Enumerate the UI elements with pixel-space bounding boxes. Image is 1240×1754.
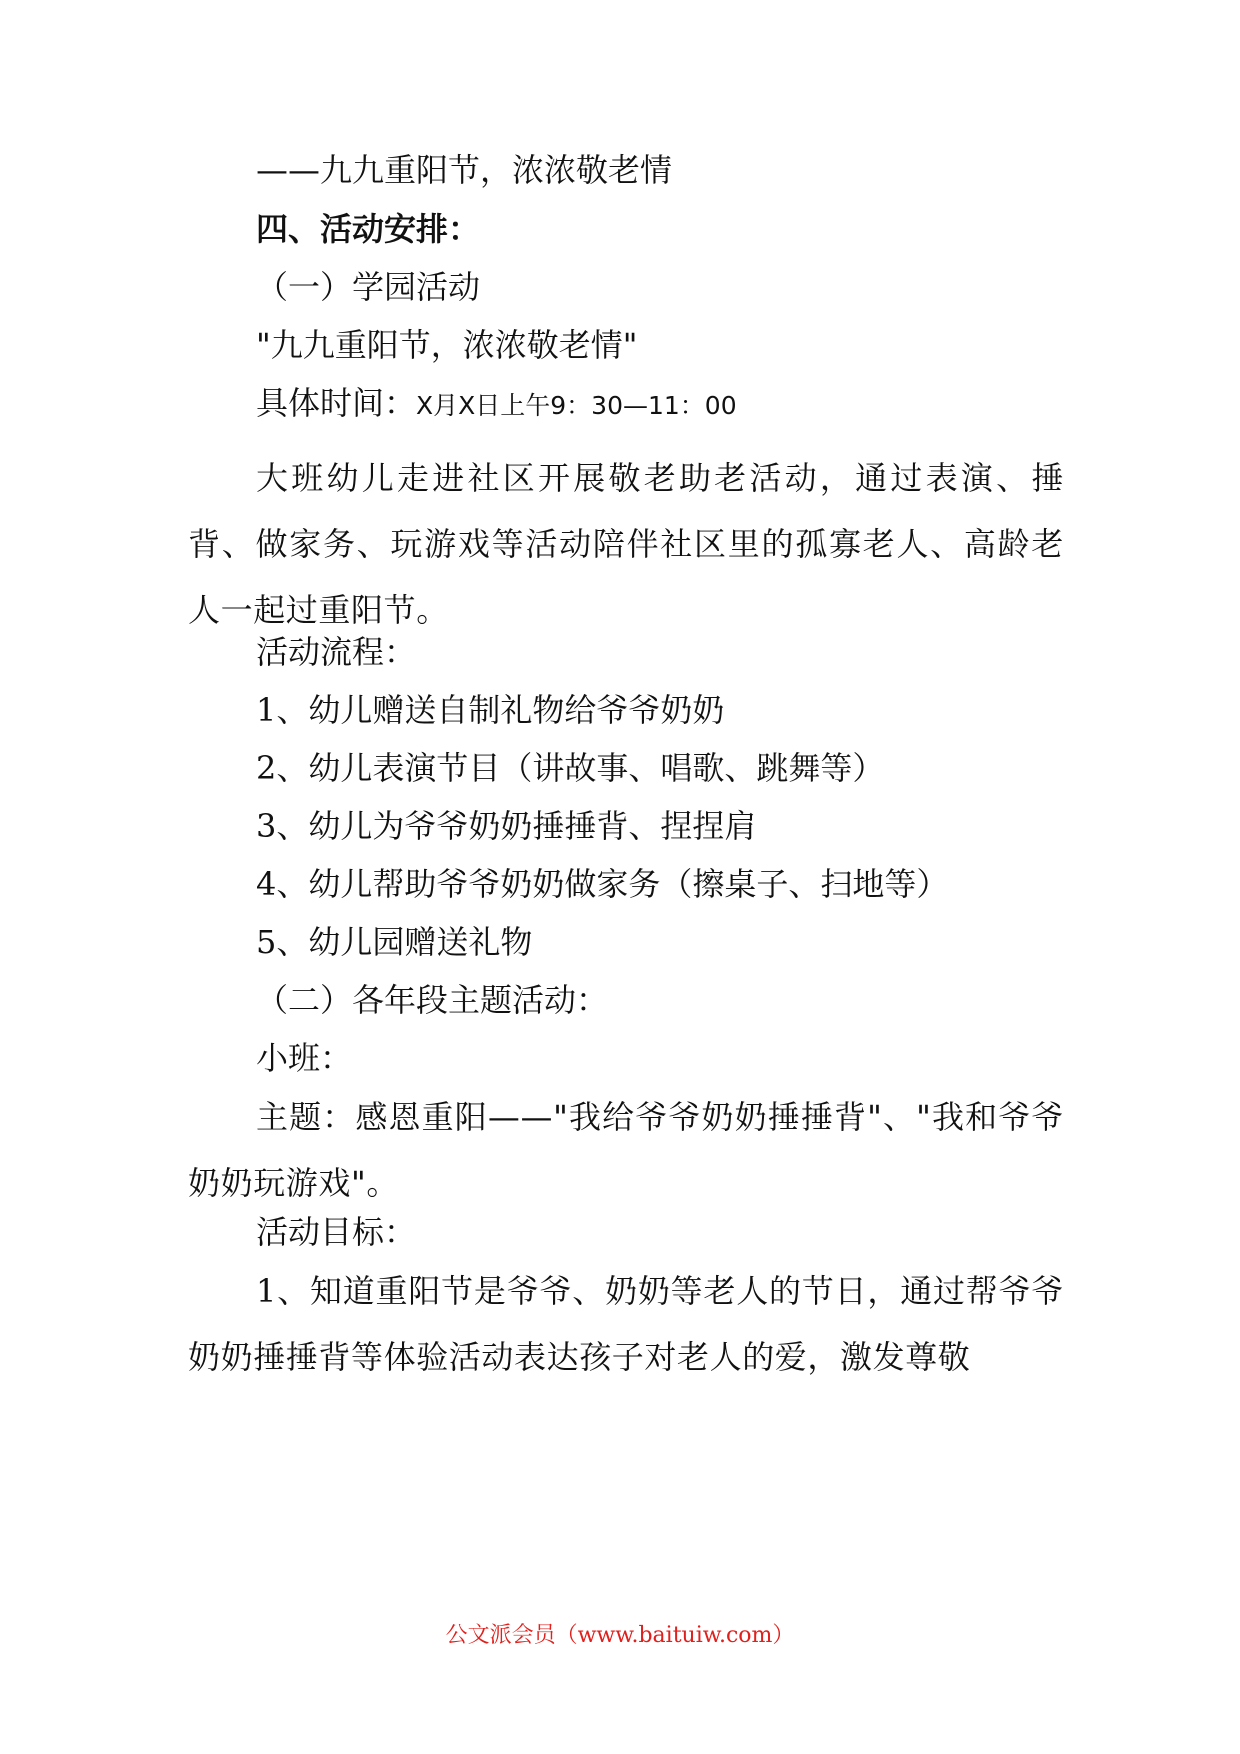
section-heading-arrangement: 四、活动安排： [256, 210, 481, 248]
flow-item [256, 690, 724, 730]
subsection-heading-grade-themes: （二）各年段主题活动： [256, 981, 609, 1019]
flow-label: 活动流程： [256, 633, 417, 671]
time-label: 具体时间： [256, 384, 417, 422]
goal-item-number: 1 [256, 1272, 277, 1310]
flow-item-text: 、幼儿为爷爷奶奶捶捶背、捏捏肩 [276, 807, 757, 845]
activity-description-paragraph: 大班幼儿走进社区开展敬老助老活动，通过表演、捶背、做家务、玩游戏等活动陪伴社区里的孤寡老人、高龄老人一起过重阳节。 [188, 459, 1064, 629]
flow-item [256, 864, 948, 904]
subtitle-line: ——九九重阳节，浓浓敬老情 [256, 151, 673, 189]
subsection-heading-campus-activity: （一）学园活动 [256, 268, 481, 306]
small-class-label: 小班： [256, 1039, 353, 1077]
flow-item-number: 1 [256, 691, 277, 729]
flow-item [256, 806, 756, 846]
time-value: X月X日上午9：30—11：00 [416, 391, 737, 420]
flow-item-text: 、幼儿帮助爷爷奶奶做家务（擦桌子、扫地等） [276, 865, 949, 903]
goal-label: 活动目标： [256, 1213, 417, 1251]
flow-item-number: 2 [256, 749, 277, 787]
flow-item [256, 922, 532, 962]
time-line [256, 383, 737, 426]
theme-paragraph: 主题：感恩重阳——"我给爷爷奶奶捶捶背"、"我和爷爷奶奶玩游戏"。 [188, 1098, 1064, 1202]
flow-item-number: 4 [256, 865, 277, 903]
flow-item [256, 748, 884, 788]
goal-item-paragraph [188, 1258, 1064, 1390]
flow-item-text: 、幼儿表演节目（讲故事、唱歌、跳舞等） [276, 749, 885, 787]
flow-item-text: 、幼儿园赠送礼物 [276, 923, 533, 961]
flow-item-number: 5 [256, 923, 277, 961]
goal-item-text: 、知道重阳节是爷爷、奶奶等老人的节日，通过帮爷爷奶奶捶捶背等体验活动表达孩子对老人的爱，激发尊敬 [188, 1272, 1064, 1376]
activity-title-quote: "九九重阳节，浓浓敬老情" [256, 326, 638, 364]
flow-item-text: 、幼儿赠送自制礼物给爷爷奶奶 [276, 691, 725, 729]
flow-item-number: 3 [256, 807, 277, 845]
footer-watermark: 公文派会员（www.baituiw.com） [445, 1623, 795, 1648]
